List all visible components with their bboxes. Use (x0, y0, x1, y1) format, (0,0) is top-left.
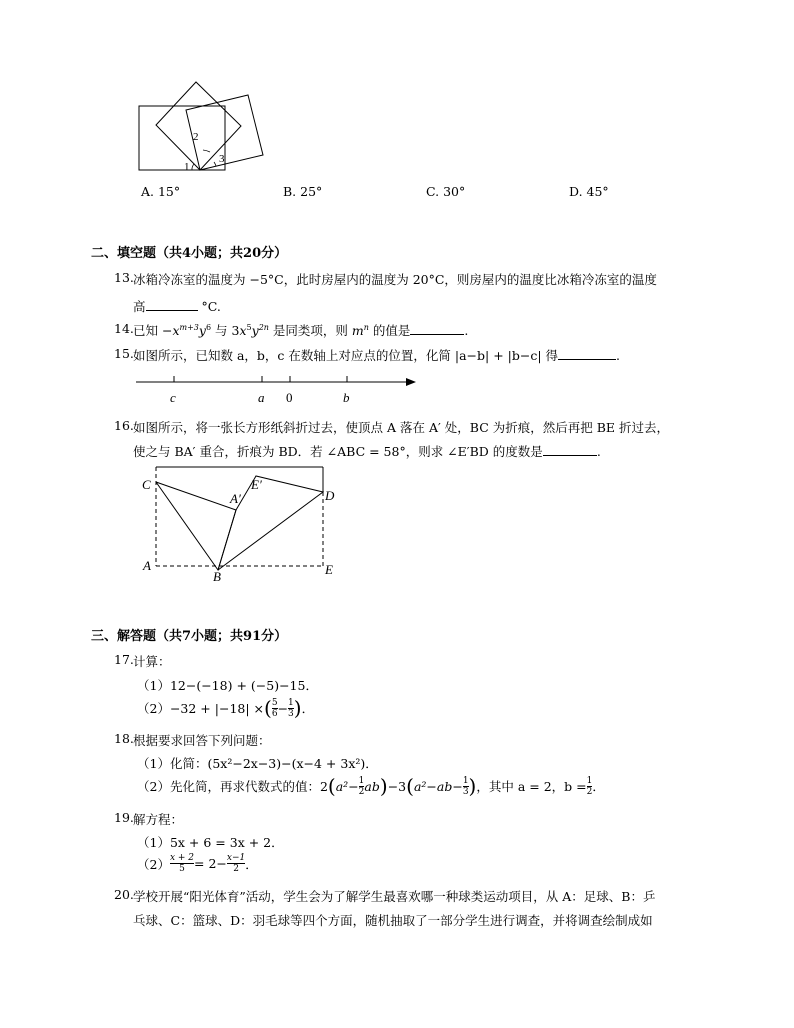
q19-part2-pre: （2） (137, 856, 170, 872)
q16-label-Ep: E′ (251, 477, 262, 492)
q12-option-d: D. 45° (569, 184, 609, 199)
section2-title: 二、填空题（共4小题；共20分） (91, 246, 288, 261)
q14-term1-yexp: 6 (205, 322, 212, 332)
q19-part1: （1）5x + 6 = 3x + 2． (137, 835, 284, 850)
q20-line1: 学校开展“阳光体育”活动，学生会为了解学生最喜欢哪一种球类运动项目，从 A：足球、B：乒 (133, 889, 656, 904)
q17-part2-end: ． (301, 701, 315, 716)
q14-post: 是同类项，则 (268, 323, 352, 338)
q18-part2-mid: −3 (387, 778, 407, 794)
q14-line (133, 321, 468, 339)
q16-label-C: C (142, 477, 151, 492)
q14-mid: 与 3 (211, 323, 240, 338)
q13-line2 (133, 297, 221, 315)
q13-line2-pre: 高 (133, 299, 146, 314)
q12-option-a: A. 15° (141, 184, 181, 199)
q14-answer-blank[interactable] (410, 334, 464, 335)
q19-part2-mid: = 2− (194, 856, 227, 871)
q12-option-b: B. 25° (283, 184, 323, 199)
q16-line1: 如图所示，将一张长方形纸斜折过去，使顶点 A 落在 A′ 处，BC 为折痕，然后再把 BE 折过去， (133, 420, 670, 435)
q16-answer-blank[interactable] (543, 455, 597, 456)
q19-number: 19. (114, 810, 134, 825)
q15-line (133, 346, 620, 364)
q15-label-b: b (343, 390, 350, 405)
q19-part2 (137, 853, 258, 874)
q13-number: 13. (114, 270, 134, 285)
q14-tail: 的值是 (368, 323, 411, 338)
q18-part2-a: a²− (335, 778, 359, 794)
q18-frac2-den: 3 (462, 786, 469, 797)
q12-label-3: 3 (219, 153, 225, 165)
q14-term1: x (172, 323, 180, 338)
q17-frac1-den: 6 (271, 708, 278, 719)
q12-rectangle (139, 106, 225, 170)
q16-number: 16. (114, 418, 134, 433)
q19-frac2-num: x−1 (226, 853, 246, 863)
q17-minus: − (277, 700, 289, 716)
q14-term2-y: y (251, 323, 259, 338)
q17-frac2-den: 3 (288, 708, 294, 719)
q12-option-c: C. 30° (426, 184, 466, 199)
q14-term2-exp: 5 (246, 322, 252, 332)
q18-part2: （2）先化简，再求代数式的值：2 ( a²− $\frac{1}{2}$ ab ) −3 ( a²−ab− $\frac{1}{3}$ ) ，其中 a = 2，b = $\frac{1}{2}$ ． (137, 774, 605, 798)
q15-text: 如图所示，已知数 a，b，c 在数轴上对应点的位置，化简 |a−b| + |b−c| 得 (133, 348, 559, 363)
q13-line2-post: °C. (201, 299, 221, 314)
q20-line2: 乓球、C：篮球、D：羽毛球等四个方面，随机抽取了一部分学生进行调查，并将调查绘制成如 (133, 913, 653, 928)
q18-number: 18. (114, 731, 134, 746)
q15-label-c: c (170, 390, 176, 405)
q14-term1-y: y (198, 323, 206, 338)
q13-answer-blank[interactable] (146, 310, 198, 311)
q17-frac1-num: 5 (271, 697, 278, 708)
q18-bval-den: 2 (586, 786, 593, 797)
q14-term2-yexp: 2n (258, 322, 269, 332)
q19-frac2-den: 2 (233, 864, 239, 874)
q19-frac1-num: x + 2 (169, 853, 195, 863)
q15-number: 15. (114, 346, 134, 361)
q16-label-Ap: A′ (230, 491, 241, 506)
q12-square-1 (156, 82, 241, 170)
q15-answer-blank[interactable] (558, 359, 616, 360)
q14-term2: x (239, 323, 247, 338)
q18-bval-num: 1 (586, 775, 593, 786)
q14-mn: m (351, 323, 364, 338)
q18-frac2-num: 1 (462, 775, 469, 786)
q19-frac1-den: 5 (179, 864, 185, 874)
q17-part1: （1）12−(−18) + (−5)−15． (137, 678, 318, 693)
section3-title: 三、解答题（共7小题；共91分） (91, 629, 288, 644)
q12-label-2: 2 (193, 131, 199, 143)
q15-end: . (616, 348, 621, 363)
q16-line2 (133, 442, 601, 460)
q20-number: 20. (114, 887, 134, 902)
q18-part1: （1）化简：(5x²−2x−3)−(x−4 + 3x²)． (137, 756, 378, 771)
q16-label-D: D (325, 488, 335, 503)
q13-line1: 冰箱冷冻室的温度为 −5°C，此时房屋内的温度为 20°C，则房屋内的温度比冰箱冷冻室的温度 (133, 272, 657, 287)
q17-frac2-num: 1 (288, 697, 294, 708)
q16-label-E: E (325, 562, 333, 577)
q18-part2-post: ，其中 a = 2，b = (476, 779, 587, 794)
q17-part2: （2）−32 + |−18| × ( $\frac{5}{6}$ − $\frac{1}{3}$ ) ． (137, 696, 315, 720)
q17-part2-pre: （2）−32 + |−18| × (137, 701, 265, 716)
q18-frac1-den: 2 (358, 786, 365, 797)
q14-end: . (464, 323, 469, 338)
q14-number: 14. (114, 321, 134, 336)
q18-frac1-num: 1 (358, 775, 365, 786)
q17-number: 17. (114, 652, 134, 667)
q16-line2-text: 使之与 BA′ 重合，折痕为 BD．若 ∠ABC = 58°，则求 ∠E′BD 的度数是 (133, 444, 543, 459)
q16-label-B: B (213, 569, 221, 582)
q19-title: 解方程： (133, 812, 184, 827)
q18-part2-end: ． (592, 779, 605, 794)
q18-part2-pre: （2）先化简，再求代数式的值：2 (137, 779, 328, 794)
q18-part2-c: a²−ab− (413, 778, 463, 794)
q15-label-a: a (258, 390, 265, 405)
q14-term1-exp: m+3 (179, 322, 199, 332)
q12-figure (130, 78, 270, 178)
q12-label-1: 1 (184, 161, 190, 173)
q18-title: 根据要求回答下列问题： (133, 733, 271, 748)
q19-part2-end: ． (245, 856, 258, 872)
q16-label-A: A (143, 558, 151, 573)
q17-title: 计算： (133, 654, 171, 669)
q16-end: . (596, 444, 601, 459)
q16-figure (138, 460, 348, 582)
q15-label-0: 0 (286, 390, 293, 405)
q18-part2-b: ab (364, 778, 380, 794)
q14-pre: 已知 − (133, 323, 173, 338)
q15-number-line (136, 368, 418, 408)
q14-mn-exp: n (363, 322, 369, 332)
